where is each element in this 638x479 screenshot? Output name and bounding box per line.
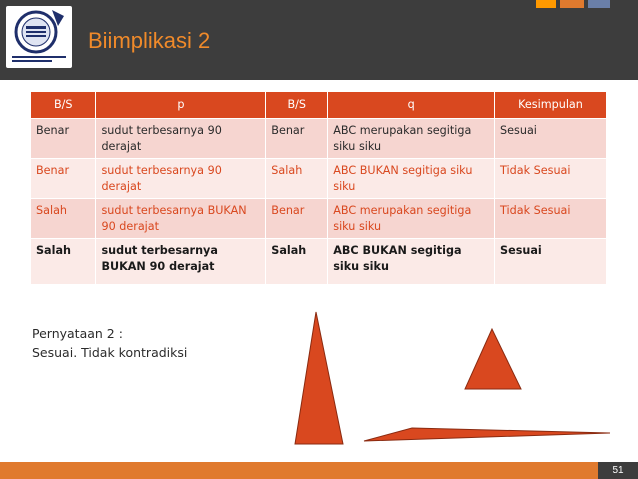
cell-bs-q: Salah xyxy=(266,238,328,284)
column-header-bs-p: B/S xyxy=(31,92,96,118)
flat-triangle-shape xyxy=(364,428,610,441)
cell-kesimpulan: Tidak Sesuai xyxy=(495,198,607,238)
cell-bs-p: Salah xyxy=(31,198,96,238)
cell-bs-p: Benar xyxy=(31,158,96,198)
column-header-p: p xyxy=(96,92,266,118)
cell-q: ABC BUKAN segitiga siku siku xyxy=(328,238,495,284)
cell-kesimpulan: Sesuai xyxy=(495,238,607,284)
statement-conclusion: Sesuai. Tidak kontradiksi xyxy=(32,345,188,360)
cell-q: ABC BUKAN segitiga siku siku xyxy=(328,158,495,198)
cell-p: sudut terbesarnya BUKAN 90 derajat xyxy=(96,238,266,284)
column-header-kesimpulan: Kesimpulan xyxy=(495,92,607,118)
page-title: Biimplikasi 2 xyxy=(88,28,211,53)
cell-bs-q: Benar xyxy=(266,198,328,238)
cell-kesimpulan: Sesuai xyxy=(495,118,607,158)
cell-p: sudut terbesarnya 90 derajat xyxy=(96,158,266,198)
column-header-bs-q: B/S xyxy=(266,92,328,118)
cell-bs-q: Benar xyxy=(266,118,328,158)
cell-p: sudut terbesarnya 90 derajat xyxy=(96,118,266,158)
cell-q: ABC merupakan segitiga siku siku xyxy=(328,198,495,238)
cell-bs-p: Benar xyxy=(31,118,96,158)
page-number: 51 xyxy=(598,462,638,479)
cell-bs-q: Salah xyxy=(266,158,328,198)
tall-triangle-shape xyxy=(295,312,343,444)
cell-kesimpulan: Tidak Sesuai xyxy=(495,158,607,198)
cell-p: sudut terbesarnya BUKAN 90 derajat xyxy=(96,198,266,238)
small-triangle-shape xyxy=(465,329,521,389)
statement-heading: Pernyataan 2 : xyxy=(32,326,123,341)
cell-q: ABC merupakan segitiga siku siku xyxy=(328,118,495,158)
cell-bs-p: Salah xyxy=(31,238,96,284)
footer-bar xyxy=(0,462,638,479)
column-header-q: q xyxy=(328,92,495,118)
